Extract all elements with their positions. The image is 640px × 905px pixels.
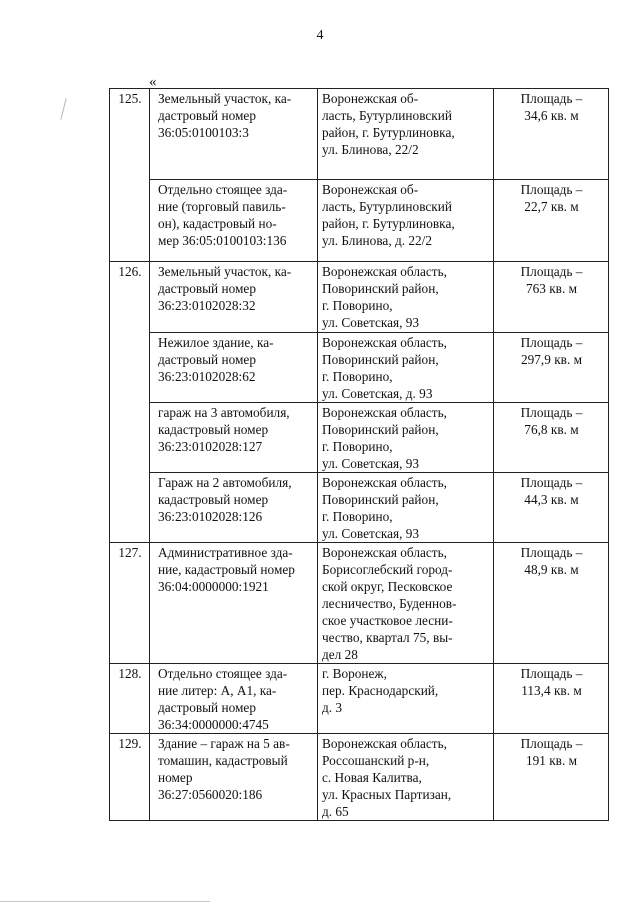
address-line: Воронежская область, xyxy=(322,736,448,751)
table-row xyxy=(110,664,609,734)
address-line: г. Поворино, xyxy=(322,369,393,384)
address-cell xyxy=(318,89,494,180)
object-description-line: 36:05:0100103:3 xyxy=(158,125,249,140)
area-cell xyxy=(494,543,609,664)
area-line: 48,9 кв. м xyxy=(524,562,579,577)
area-line: Площадь – xyxy=(520,91,583,106)
row-number: 126. xyxy=(118,264,142,279)
object-description-cell xyxy=(150,473,318,543)
address-line: г. Поворино, xyxy=(322,298,393,313)
area-line: 34,6 кв. м xyxy=(524,108,579,123)
row-number-cell xyxy=(110,180,150,262)
address-line: Воронежская область, xyxy=(322,405,448,420)
table-row xyxy=(110,180,609,262)
object-description-cell xyxy=(150,180,318,262)
table-row xyxy=(110,333,609,403)
object-description-line: 36:34:0000000:4745 xyxy=(158,717,269,732)
footer-rule xyxy=(0,901,210,902)
row-number-cell xyxy=(110,543,150,664)
area-line: 44,3 кв. м xyxy=(524,492,579,507)
row-number: 128. xyxy=(118,666,142,681)
address-line: д. 65 xyxy=(322,804,349,819)
address-line: лесничество, Буденнов- xyxy=(322,596,457,611)
address-line: Воронежская об- xyxy=(322,91,419,106)
address-line: ское участковое лесни- xyxy=(322,613,453,628)
address-line: Россошанский р-н, xyxy=(322,753,430,768)
address-line: Поворинский район, xyxy=(322,492,439,507)
object-description-line: гараж на 3 автомобиля, xyxy=(158,405,290,420)
address-cell xyxy=(318,333,494,403)
object-description-line: Нежилое здание, ка- xyxy=(158,335,274,350)
object-description-cell xyxy=(150,734,318,821)
area-cell xyxy=(494,473,609,543)
address-line: чество, квартал 75, вы- xyxy=(322,630,453,645)
area-line: Площадь – xyxy=(520,264,583,279)
area-line: Площадь – xyxy=(520,545,583,560)
address-line: пер. Краснодарский, xyxy=(322,683,439,698)
area-cell xyxy=(494,403,609,473)
area-line: Площадь – xyxy=(520,475,583,490)
address-cell xyxy=(318,473,494,543)
address-cell xyxy=(318,664,494,734)
address-line: г. Поворино, xyxy=(322,509,393,524)
address-cell xyxy=(318,734,494,821)
address-line: г. Поворино, xyxy=(322,439,393,454)
address-line: ул. Блинова, 22/2 xyxy=(322,142,419,157)
address-line: ул. Красных Партизан, xyxy=(322,787,452,802)
address-line: Борисоглебский город- xyxy=(322,562,453,577)
object-description-cell xyxy=(150,543,318,664)
address-cell xyxy=(318,180,494,262)
address-cell xyxy=(318,403,494,473)
object-description-line: Земельный участок, ка- xyxy=(158,264,292,279)
address-line: Поворинский район, xyxy=(322,281,439,296)
area-cell xyxy=(494,262,609,333)
object-description-line: Административное зда- xyxy=(158,545,293,560)
area-line: Площадь – xyxy=(520,335,583,350)
row-number-cell xyxy=(110,403,150,473)
object-description-line: томашин, кадастровый xyxy=(158,753,288,768)
page-number: 4 xyxy=(316,28,324,43)
object-description-cell xyxy=(150,333,318,403)
address-cell xyxy=(318,262,494,333)
address-line: Поворинский район, xyxy=(322,352,439,367)
address-line: Воронежская об- xyxy=(322,182,419,197)
address-cell xyxy=(318,543,494,664)
object-description-line: дастровый номер xyxy=(158,108,256,123)
address-line: дел 28 xyxy=(322,647,358,662)
scan-artifact-line xyxy=(60,98,66,120)
object-description-line: 36:23:0102028:32 xyxy=(158,298,256,313)
row-number-cell xyxy=(110,333,150,403)
address-line: ул. Советская, 93 xyxy=(322,526,420,541)
object-description-line: Здание – гараж на 5 ав- xyxy=(158,736,290,751)
object-description-line: 36:04:0000000:1921 xyxy=(158,579,269,594)
table-row xyxy=(110,734,609,821)
area-line: 22,7 кв. м xyxy=(524,199,579,214)
table-row xyxy=(110,403,609,473)
address-line: Воронежская область, xyxy=(322,545,448,560)
object-description-line: дастровый номер xyxy=(158,700,256,715)
table-row xyxy=(110,543,609,664)
object-description-cell xyxy=(150,403,318,473)
object-description-line: Отдельно стоящее зда- xyxy=(158,182,288,197)
address-line: ул. Блинова, д. 22/2 xyxy=(322,233,433,248)
area-line: Площадь – xyxy=(520,405,583,420)
row-number-cell xyxy=(110,473,150,543)
object-description-line: дастровый номер xyxy=(158,352,256,367)
object-description-line: кадастровый номер xyxy=(158,422,269,437)
object-description-line: Отдельно стоящее зда- xyxy=(158,666,288,681)
address-line: д. 3 xyxy=(322,700,343,715)
area-line: 297,9 кв. м xyxy=(520,352,583,367)
area-cell xyxy=(494,180,609,262)
area-line: Площадь – xyxy=(520,182,583,197)
property-table-body xyxy=(110,89,609,821)
object-description-line: 36:23:0102028:127 xyxy=(158,439,263,454)
area-cell xyxy=(494,734,609,821)
object-description-line: ние литер: А, А1, ка- xyxy=(158,683,277,698)
table-row xyxy=(110,262,609,333)
area-line: Площадь – xyxy=(520,736,583,751)
object-description-line: кадастровый номер xyxy=(158,492,269,507)
address-line: ул. Советская, 93 xyxy=(322,456,420,471)
address-line: Поворинский район, xyxy=(322,422,439,437)
object-description-cell xyxy=(150,664,318,734)
object-description-line: Земельный участок, ка- xyxy=(158,91,292,106)
object-description-cell xyxy=(150,262,318,333)
address-line: Воронежская область, xyxy=(322,335,448,350)
object-description-line: он), кадастровый но- xyxy=(158,216,277,231)
address-line: район, г. Бутурлиновка, xyxy=(322,216,455,231)
object-description-line: Гараж на 2 автомобиля, xyxy=(158,475,292,490)
area-line: 76,8 кв. м xyxy=(524,422,579,437)
object-description-line: номер xyxy=(158,770,193,785)
address-line: с. Новая Калитва, xyxy=(322,770,422,785)
property-table xyxy=(109,88,609,821)
address-line: ул. Советская, 93 xyxy=(322,315,420,330)
area-line: 113,4 кв. м xyxy=(521,683,582,698)
area-line: 191 кв. м xyxy=(525,753,578,768)
address-line: район, г. Бутурлиновка, xyxy=(322,125,455,140)
table-row xyxy=(110,473,609,543)
object-description-line: 36:23:0102028:126 xyxy=(158,509,263,524)
row-number: 129. xyxy=(118,736,142,751)
opening-quote-mark: « xyxy=(149,74,157,90)
address-line: ласть, Бутурлиновский xyxy=(322,108,452,123)
object-description-line: 36:27:0560020:186 xyxy=(158,787,263,802)
row-number: 125. xyxy=(118,91,142,106)
object-description-line: ние, кадастровый номер xyxy=(158,562,295,577)
address-line: Воронежская область, xyxy=(322,475,448,490)
object-description-cell xyxy=(150,89,318,180)
object-description-line: 36:23:0102028:62 xyxy=(158,369,256,384)
table-row xyxy=(110,89,609,180)
area-cell xyxy=(494,89,609,180)
object-description-line: мер 36:05:0100103:136 xyxy=(158,233,287,248)
area-cell xyxy=(494,664,609,734)
row-number-cell xyxy=(110,664,150,734)
object-description-line: ние (торговый павиль- xyxy=(158,199,286,214)
row-number-cell xyxy=(110,734,150,821)
area-cell xyxy=(494,333,609,403)
address-line: ской округ, Песковское xyxy=(322,579,453,594)
row-number-cell xyxy=(110,262,150,333)
area-line: Площадь – xyxy=(520,666,583,681)
address-line: ул. Советская, д. 93 xyxy=(322,386,433,401)
row-number: 127. xyxy=(118,545,142,560)
address-line: ласть, Бутурлиновский xyxy=(322,199,452,214)
address-line: Воронежская область, xyxy=(322,264,448,279)
object-description-line: дастровый номер xyxy=(158,281,256,296)
address-line: г. Воронеж, xyxy=(322,666,387,681)
area-line: 763 кв. м xyxy=(525,281,578,296)
row-number-cell xyxy=(110,89,150,180)
